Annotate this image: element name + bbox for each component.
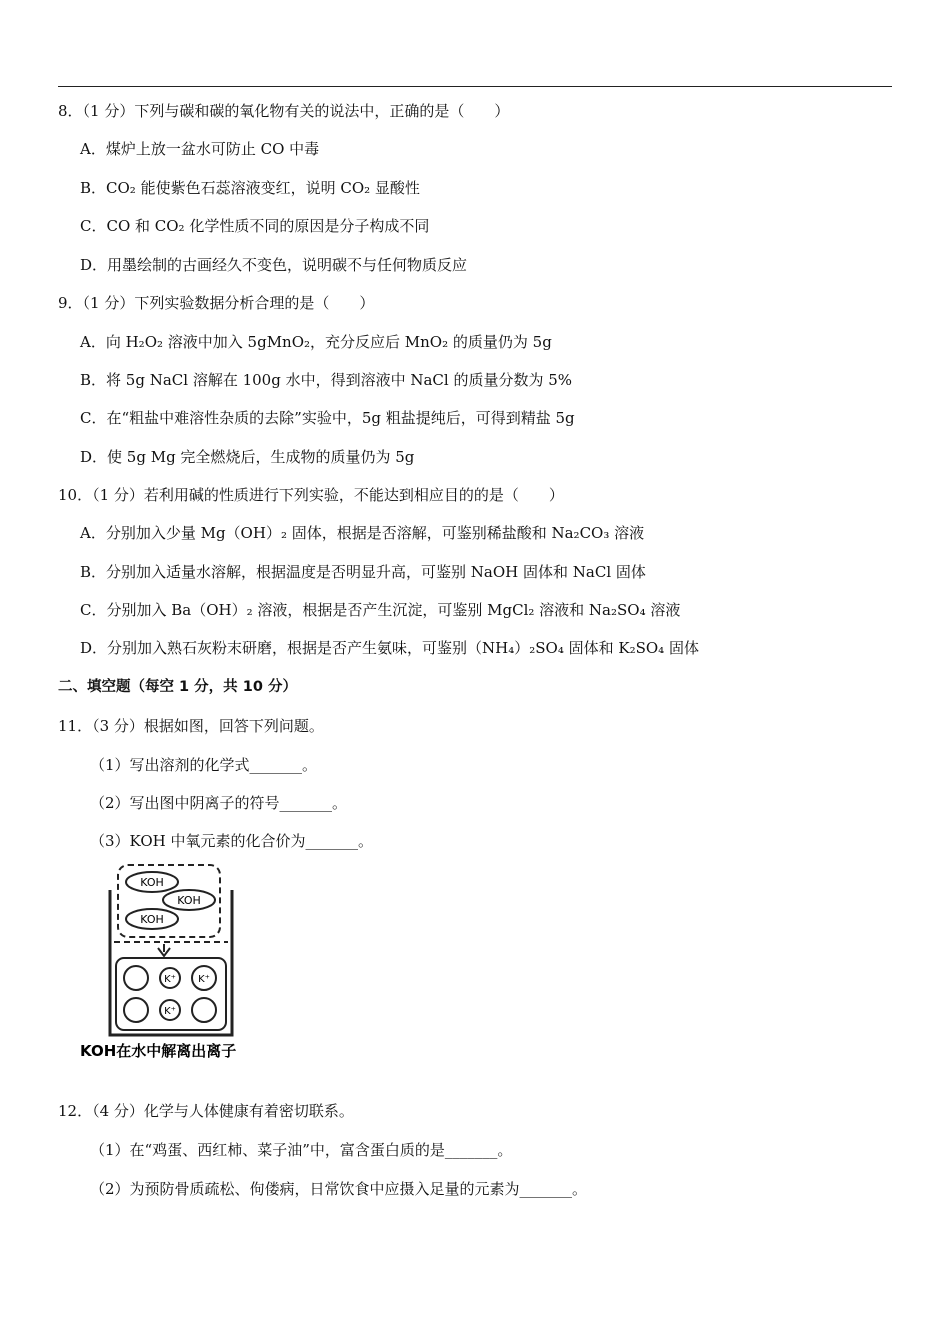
koh-dissociation-figure (80, 860, 270, 1060)
q9-option-b: B．将 5g NaCl 溶解在 100g 水中，得到溶液中 NaCl 的质量分数为 5% (80, 371, 573, 389)
q9-option-a: A．向 H₂O₂ 溶液中加入 5gMnO₂，充分反应后 MnO₂ 的质量仍为 5g (80, 333, 552, 351)
k-ion-label: K⁺ (198, 974, 210, 985)
q8-option-a: A．煤炉上放一盆水可防止 CO 中毒 (80, 140, 320, 158)
arrow-down-icon (158, 944, 170, 956)
q10-option-b: B．分别加入适量水溶解，根据温度是否明显升高，可鉴别 NaOH 固体和 NaCl 固体 (80, 563, 646, 581)
section-heading: 二、填空题（每空 1 分，共 10 分） (58, 679, 297, 695)
q10-option-a: A．分别加入少量 Mg（OH）₂ 固体，根据是否溶解，可鉴别稀盐酸和 Na₂CO₃ 溶液 (80, 524, 645, 542)
q11-part-1: （1）写出溶剂的化学式_______。 (90, 756, 318, 774)
anion-circle (124, 998, 148, 1022)
q8-option-d: D．用墨绘制的古画经久不变色，说明碳不与任何物质反应 (80, 256, 468, 274)
q12-stem: 12．（4 分）化学与人体健康有着密切联系。 (58, 1102, 354, 1120)
header-rule (58, 86, 892, 87)
q9-stem: 9．（1 分）下列实验数据分析合理的是（ ） (58, 294, 375, 312)
anion-circle (192, 998, 216, 1022)
anion-circle (124, 966, 148, 990)
q11-stem: 11．（3 分）根据如图，回答下列问题。 (58, 717, 324, 735)
q9-option-c: C．在“粗盐中难溶性杂质的去除”实验中，5g 粗盐提纯后，可得到精盐 5g (80, 409, 575, 427)
k-ion-label: K⁺ (164, 974, 176, 985)
q8-option-c: C．CO 和 CO₂ 化学性质不同的原因是分子构成不同 (80, 217, 430, 235)
q12-part-2: （2）为预防骨质疏松、佝偻病，日常饮食中应摄入足量的元素为_______。 (90, 1180, 588, 1198)
q11-part-3: （3）KOH 中氧元素的化合价为_______。 (90, 832, 373, 850)
koh-label: KOH (140, 876, 164, 889)
koh-label: KOH (177, 894, 201, 907)
q8-stem: 8．（1 分）下列与碳和碳的氧化物有关的说法中，正确的是（ ） (58, 102, 510, 120)
k-ion-label: K⁺ (164, 1006, 176, 1017)
q9-option-d: D．使 5g Mg 完全燃烧后，生成物的质量仍为 5g (80, 448, 415, 466)
q12-part-1: （1）在“鸡蛋、西红柿、菜子油”中，富含蛋白质的是_______。 (90, 1141, 513, 1159)
q10-option-c: C．分别加入 Ba（OH）₂ 溶液，根据是否产生沉淀，可鉴别 MgCl₂ 溶液和 Na₂SO₄ 溶液 (80, 601, 681, 619)
koh-label: KOH (140, 913, 164, 926)
q11-part-2: （2）写出图中阴离子的符号_______。 (90, 794, 348, 812)
beaker-diagram (80, 860, 270, 1060)
q8-option-b: B．CO₂ 能使紫色石蕊溶液变红，说明 CO₂ 显酸性 (80, 179, 420, 197)
figure-caption: KOH在水中解离出离子 (80, 1042, 237, 1060)
q10-option-d: D．分别加入熟石灰粉末研磨，根据是否产生氨味，可鉴别（NH₄）₂SO₄ 固体和 K₂SO₄ 固体 (80, 639, 699, 657)
q10-stem: 10．（1 分）若利用碱的性质进行下列实验，不能达到相应目的的是（ ） (58, 486, 564, 504)
